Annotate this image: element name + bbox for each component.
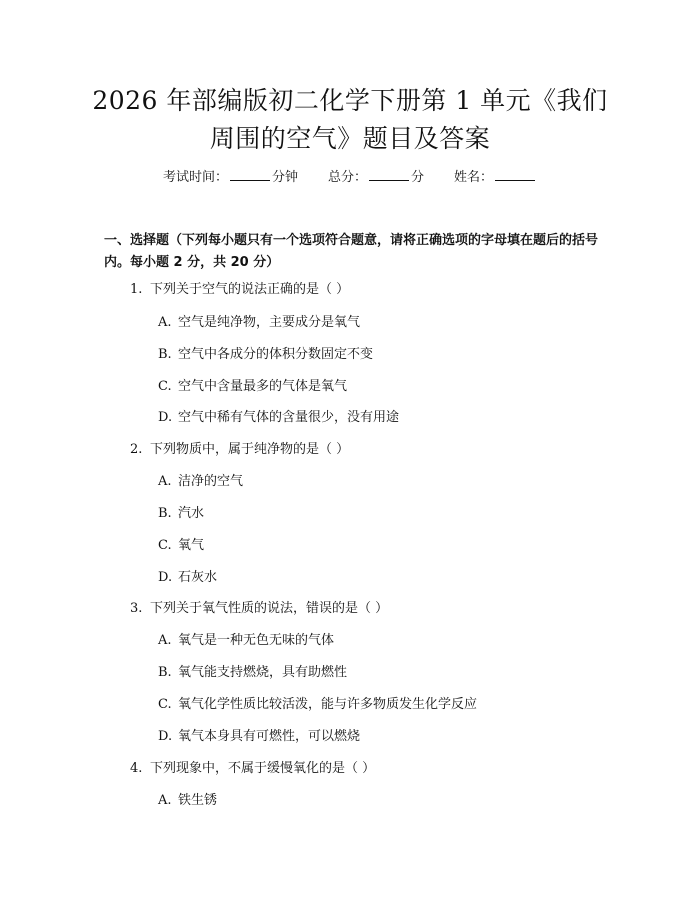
option-text: 铁生锈 <box>178 793 218 808</box>
question-text: 下列关于氧气性质的说法，错误的是（ ） <box>150 601 389 616</box>
question-3-option-a <box>158 631 334 651</box>
question-text: 下列关于空气的说法正确的是（ ） <box>150 282 350 297</box>
option-letter: D. <box>158 729 173 744</box>
option-letter: B. <box>158 665 172 680</box>
option-letter: A. <box>158 315 172 330</box>
question-3-option-d <box>158 727 360 747</box>
question-1 <box>130 280 349 300</box>
question-2-option-c <box>158 536 204 556</box>
question-number: 3. <box>130 601 143 616</box>
option-letter: A. <box>158 793 172 808</box>
option-text: 洁净的空气 <box>178 474 244 489</box>
question-number: 1. <box>130 282 143 297</box>
score-label: 总分： <box>327 170 367 185</box>
option-letter: A. <box>158 474 172 489</box>
question-1-option-b <box>158 345 373 365</box>
score-unit: 分 <box>411 170 425 185</box>
question-1-option-d <box>158 408 399 428</box>
option-text: 氧气本身具有可燃性，可以燃烧 <box>178 729 361 744</box>
option-text: 氧气化学性质比较活泼，能与许多物质发生化学反应 <box>178 697 478 712</box>
time-field <box>163 168 298 188</box>
option-text: 空气中含量最多的气体是氧气 <box>178 379 348 394</box>
option-text: 汽水 <box>178 506 205 521</box>
question-2 <box>130 440 349 460</box>
option-text: 氧气是一种无色无味的气体 <box>178 633 335 648</box>
option-text: 氧气能支持燃烧，具有助燃性 <box>178 665 348 680</box>
exam-meta <box>0 168 700 188</box>
name-blank <box>495 168 535 181</box>
score-field <box>328 168 424 188</box>
question-3 <box>130 599 388 619</box>
time-unit: 分钟 <box>271 170 298 185</box>
score-blank <box>369 168 409 181</box>
question-1-option-c <box>158 377 347 397</box>
option-letter: B. <box>158 506 172 521</box>
page-title-line1: 2026 年部编版初二化学下册第 1 单元《我们 <box>92 86 608 115</box>
option-text: 空气中各成分的体积分数固定不变 <box>178 347 374 362</box>
question-4-option-a <box>158 791 217 811</box>
question-text: 下列物质中，属于纯净物的是（ ） <box>150 442 350 457</box>
option-letter: C. <box>158 538 172 553</box>
option-text: 空气中稀有气体的含量很少，没有用途 <box>178 410 400 425</box>
option-letter: B. <box>158 347 172 362</box>
time-blank <box>230 168 270 181</box>
section-heading: 一、选择题（下列每小题只有一个选项符合题意，请将正确选项的字母填在题后的括号内。每小题 2 分，共 20 分） <box>104 233 599 270</box>
option-letter: D. <box>158 410 173 425</box>
question-1-option-a <box>158 313 360 333</box>
question-number: 2. <box>130 442 143 457</box>
question-3-option-c <box>158 695 477 715</box>
question-text: 下列现象中，不属于缓慢氧化的是（ ） <box>150 761 376 776</box>
page-title-line2: 周围的空气》题目及答案 <box>209 124 491 153</box>
question-3-option-b <box>158 663 347 683</box>
option-letter: A. <box>158 633 172 648</box>
question-2-option-d <box>158 568 217 588</box>
option-text: 氧气 <box>178 538 205 553</box>
option-letter: C. <box>158 697 172 712</box>
option-text: 空气是纯净物，主要成分是氧气 <box>178 315 361 330</box>
question-2-option-a <box>158 472 243 492</box>
time-label: 考试时间： <box>162 170 228 185</box>
name-field <box>454 168 537 188</box>
question-2-option-b <box>158 504 204 524</box>
question-4 <box>130 759 375 779</box>
option-letter: D. <box>158 570 173 585</box>
option-letter: C. <box>158 379 172 394</box>
option-text: 石灰水 <box>178 570 218 585</box>
question-number: 4. <box>130 761 143 776</box>
name-label: 姓名： <box>454 170 494 185</box>
